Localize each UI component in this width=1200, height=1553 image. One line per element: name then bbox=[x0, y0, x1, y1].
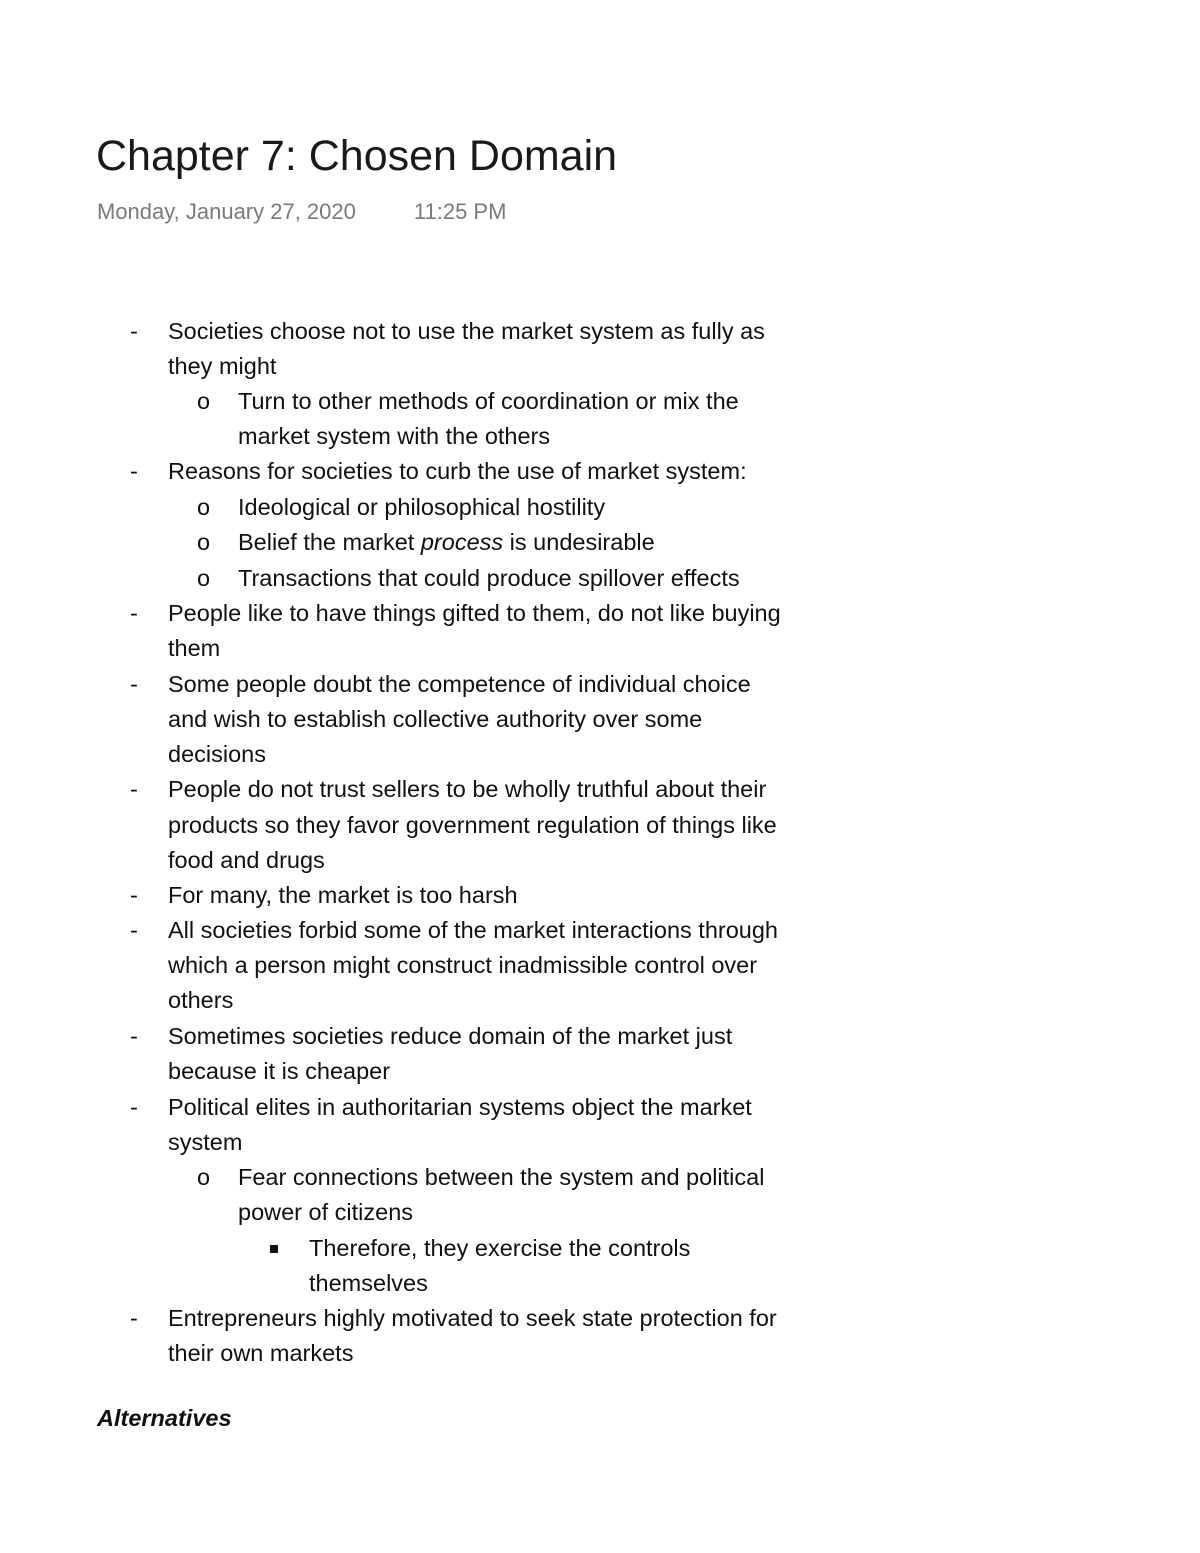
list-item-text: Turn to other methods of coordination or mix the bbox=[238, 388, 739, 414]
list-item-text bbox=[238, 525, 655, 560]
list-item-text: because it is cheaper bbox=[168, 1058, 391, 1084]
list-item-text: their own markets bbox=[168, 1340, 354, 1366]
list-item-text: Ideological or philosophical hostility bbox=[238, 494, 606, 520]
list-item-text: food and drugs bbox=[168, 847, 325, 873]
page-time: 11:25 PM bbox=[413, 199, 507, 224]
list-item-text: All societies forbid some of the market interactions through bbox=[168, 917, 778, 943]
page-title: Chapter 7: Chosen Domain bbox=[96, 132, 618, 180]
list-item-text: Entrepreneurs highly motivated to seek state protection for bbox=[168, 1305, 777, 1331]
list-item-text: Therefore, they exercise the controls bbox=[309, 1235, 691, 1261]
page-datetime bbox=[97, 199, 506, 225]
dash-bullet: - bbox=[130, 318, 138, 344]
list-item-text: themselves bbox=[309, 1270, 428, 1296]
circle-bullet: o bbox=[197, 529, 211, 555]
list-item-text: For many, the market is too harsh bbox=[168, 882, 518, 908]
page-date: Monday, January 27, 2020 bbox=[97, 199, 356, 224]
dash-bullet: - bbox=[130, 600, 138, 626]
circle-bullet: o bbox=[197, 388, 211, 414]
dash-bullet: - bbox=[130, 1023, 138, 1049]
list-item-text: Transactions that could produce spillover effects bbox=[238, 565, 740, 591]
list-item-text: power of citizens bbox=[238, 1199, 414, 1225]
list-item-text: Some people doubt the competence of individual choice bbox=[168, 671, 751, 697]
list-item-text: People do not trust sellers to be wholly truthful about their bbox=[168, 776, 767, 802]
list-item-text: Reasons for societies to curb the use of market system: bbox=[168, 458, 747, 484]
dash-bullet: - bbox=[130, 671, 138, 697]
dash-bullet: - bbox=[130, 776, 138, 802]
list-item-text: decisions bbox=[168, 741, 266, 767]
list-item-text: Political elites in authoritarian systems object the market bbox=[168, 1094, 752, 1120]
list-item-text: products so they favor government regulation of things like bbox=[168, 812, 777, 838]
list-item-text: Societies choose not to use the market system as fully as bbox=[168, 318, 765, 344]
circle-bullet: o bbox=[197, 565, 211, 591]
list-item-text: Fear connections between the system and political bbox=[238, 1164, 765, 1190]
dash-bullet: - bbox=[130, 917, 138, 943]
dash-bullet: - bbox=[130, 1305, 138, 1331]
list-item-text: which a person might construct inadmissible control over bbox=[168, 952, 758, 978]
list-item-text: Sometimes societies reduce domain of the market just bbox=[168, 1023, 733, 1049]
list-item-text: and wish to establish collective authority over some bbox=[168, 706, 703, 732]
list-item-text: them bbox=[168, 635, 221, 661]
dash-bullet: - bbox=[130, 882, 138, 908]
list-item-text: system bbox=[168, 1129, 243, 1155]
square-bullet-icon bbox=[270, 1245, 278, 1253]
section-heading: Alternatives bbox=[97, 1405, 232, 1431]
dash-bullet: - bbox=[130, 1094, 138, 1120]
list-item-text: market system with the others bbox=[238, 423, 551, 449]
text-run: Belief the market bbox=[238, 529, 421, 555]
list-item-text: People like to have things gifted to them, do not like buying bbox=[168, 600, 781, 626]
circle-bullet: o bbox=[197, 494, 211, 520]
list-item-text: others bbox=[168, 987, 234, 1013]
italic-text-run: process bbox=[420, 529, 504, 555]
circle-bullet: o bbox=[197, 1164, 211, 1190]
dash-bullet: - bbox=[130, 458, 138, 484]
list-item-text: they might bbox=[168, 353, 277, 379]
text-run: is undesirable bbox=[503, 529, 655, 555]
